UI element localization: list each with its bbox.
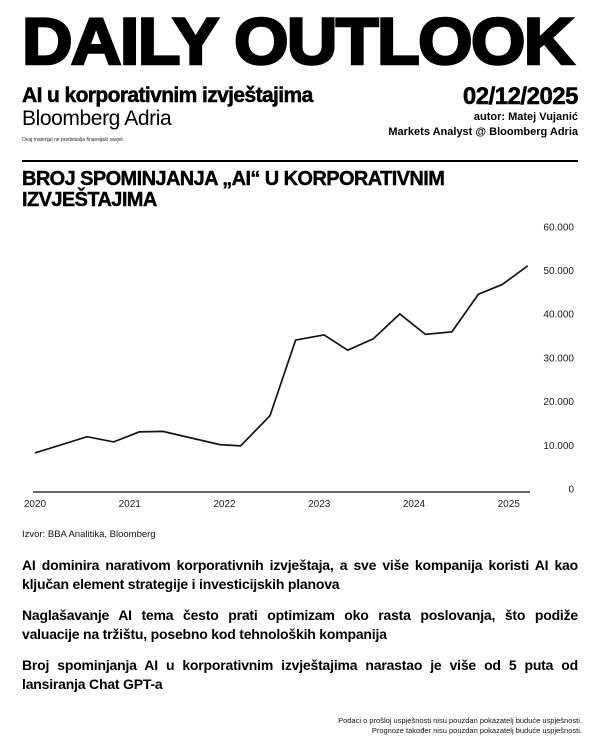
header-left <box>22 84 313 143</box>
mini-disclaimer: Ovaj materijal ne predstavlja finansijski savjet. <box>22 137 124 143</box>
footnote-line2: Prognoze također nisu pouzdan pokazatelj buduće uspješnosti. <box>371 725 582 735</box>
masthead-title: DAILY OUTLOOK <box>22 4 573 78</box>
takeaway-3: Broj spominjanja AI u korporativnim izvještajima narastao je više od 5 puta od lansiranja Chat GPT-a <box>22 657 578 692</box>
author-role: Markets Analyst @ Bloomberg Adria <box>388 125 578 138</box>
chart-title-line2: IZVJEŠTAJIMA <box>22 189 157 211</box>
axis-tick-label: 2025 <box>497 499 520 510</box>
header-divider <box>22 160 578 162</box>
axis-tick-label: 20.000 <box>543 397 574 409</box>
axis-tick-label: 2023 <box>308 499 331 510</box>
ai-mentions-series-line <box>35 266 528 453</box>
masthead <box>22 4 573 78</box>
axis-tick-label: 10.000 <box>543 440 574 452</box>
takeaway-2: Naglašavanje AI tema često prati optimizam oko rasta poslovanja, što podiže valuacije na tržištu, posebno kod tehnoloških kompanija <box>22 607 578 642</box>
header-row <box>22 84 578 143</box>
axis-tick-label: 2021 <box>118 499 141 510</box>
brand-name: Bloomberg Adria <box>22 107 172 130</box>
axis-tick-label: 40.000 <box>543 309 574 321</box>
mentions-line-chart <box>0 212 600 512</box>
header-right <box>388 84 578 139</box>
chart-source: Izvor: BBA Analitika, Bloomberg <box>22 529 156 540</box>
chart-title <box>22 169 552 211</box>
axis-tick-label: 50.000 <box>543 266 574 277</box>
takeaway-1: AI dominira narativom korporativnih izvještaja, a sve više kompanija koristi AI kao ključan element strategije i investicijskih planova <box>22 557 578 592</box>
axis-tick-label: 2024 <box>402 499 426 510</box>
legal-footnote <box>338 716 582 735</box>
edition-subtitle: AI u korporativnim izvještajima <box>22 84 313 107</box>
axis-tick-label: 0 <box>568 484 574 496</box>
chart-title-line1: BROJ SPOMINJANJA „AI“ U KORPORATIVNIM <box>22 168 445 190</box>
footnote-line1: Podaci o prošloj uspješnosti nisu pouzdan pokazatelj buduće uspješnosti. <box>338 716 582 725</box>
axis-tick-label: 2022 <box>213 499 236 510</box>
author-name: autor: Matej Vujanić <box>473 111 578 123</box>
axis-tick-label: 30.000 <box>543 353 574 365</box>
issue-date: 02/12/2025 <box>462 83 578 110</box>
key-takeaways <box>22 556 578 706</box>
axis-tick-label: 60.000 <box>543 222 574 234</box>
axis-tick-label: 2020 <box>23 499 47 510</box>
